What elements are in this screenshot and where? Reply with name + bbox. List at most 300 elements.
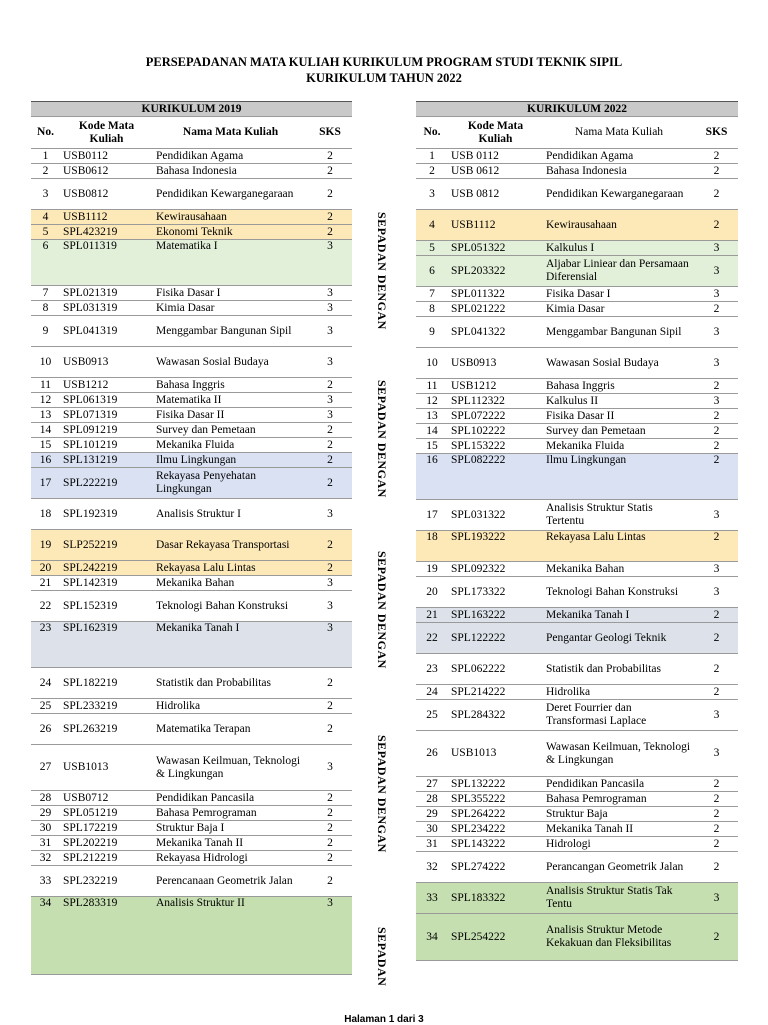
table-row <box>31 149 352 164</box>
cell-no: 1 <box>31 149 60 164</box>
cell-sks: 3 <box>695 348 738 379</box>
table-row <box>416 562 738 577</box>
cell-sks: 2 <box>308 821 352 836</box>
table-row <box>31 806 352 821</box>
col-kode-header: Kode Mata Kuliah <box>448 117 543 149</box>
cell-kode: SPL214222 <box>448 685 543 700</box>
curriculum-2019-table <box>31 101 352 975</box>
cell-kode: SPL153222 <box>448 439 543 454</box>
table-row <box>416 731 738 777</box>
cell-nama: Fisika Dasar II <box>153 408 308 423</box>
col-kode-header: Kode Mata Kuliah <box>60 117 153 149</box>
table-row <box>416 317 738 348</box>
table-row <box>416 792 738 807</box>
col-no-header: No. <box>416 117 448 149</box>
cell-sks: 2 <box>695 302 738 317</box>
cell-sks: 2 <box>308 699 352 714</box>
cell-nama: Menggambar Bangunan Sipil <box>153 316 308 347</box>
cell-no: 14 <box>31 423 60 438</box>
cell-nama: Pendidikan Agama <box>153 149 308 164</box>
table-row <box>31 530 352 561</box>
table-row <box>31 836 352 851</box>
cell-kode: SPL222219 <box>60 468 153 499</box>
cell-kode: USB0913 <box>60 347 153 378</box>
cell-no: 20 <box>31 561 60 576</box>
table-row <box>31 622 352 668</box>
table-row <box>416 394 738 409</box>
cell-no: 8 <box>416 302 448 317</box>
cell-nama: Mekanika Tanah I <box>153 622 308 668</box>
cell-kode: SPL021319 <box>60 286 153 301</box>
table-row <box>416 424 738 439</box>
cell-nama: Bahasa Pemrograman <box>543 792 695 807</box>
cell-kode: SPL202219 <box>60 836 153 851</box>
cell-no: 29 <box>416 807 448 822</box>
cell-nama: Pendidikan Agama <box>543 149 695 164</box>
cell-nama: Mekanika Bahan <box>153 576 308 591</box>
cell-sks: 2 <box>695 149 738 164</box>
cell-sks: 3 <box>695 562 738 577</box>
cell-nama: Ekonomi Teknik <box>153 225 308 240</box>
cell-no: 32 <box>416 852 448 883</box>
cell-kode: SPL062222 <box>448 654 543 685</box>
cell-kode: SPL173322 <box>448 577 543 608</box>
cell-kode: SPL234222 <box>448 822 543 837</box>
table-row <box>416 883 738 914</box>
table-row <box>31 851 352 866</box>
cell-sks: 3 <box>695 256 738 287</box>
cell-kode: SPL092322 <box>448 562 543 577</box>
cell-sks: 3 <box>308 408 352 423</box>
cell-no: 21 <box>416 608 448 623</box>
cell-no: 18 <box>416 531 448 562</box>
cell-nama: Dasar Rekayasa Transportasi <box>153 530 308 561</box>
cell-sks: 2 <box>308 453 352 468</box>
cell-no: 31 <box>31 836 60 851</box>
table-row <box>416 577 738 608</box>
cell-nama: Kalkulus II <box>543 394 695 409</box>
cell-no: 5 <box>31 225 60 240</box>
table-row <box>416 409 738 424</box>
table-row <box>416 777 738 792</box>
cell-sks: 3 <box>695 287 738 302</box>
table-row <box>31 225 352 240</box>
cell-no: 19 <box>416 562 448 577</box>
table-row <box>416 241 738 256</box>
cell-kode: SPL101219 <box>60 438 153 453</box>
cell-sks: 2 <box>695 777 738 792</box>
table-row <box>416 822 738 837</box>
cell-nama: Struktur Baja I <box>153 821 308 836</box>
cell-sks: 2 <box>695 792 738 807</box>
cell-kode: SPL182219 <box>60 668 153 699</box>
cell-no: 12 <box>31 393 60 408</box>
cell-kode: SPL072222 <box>448 409 543 424</box>
cell-sks: 2 <box>308 851 352 866</box>
cell-sks: 3 <box>308 316 352 347</box>
cell-sks: 3 <box>695 500 738 531</box>
cell-sks: 2 <box>308 668 352 699</box>
cell-kode: SPL192319 <box>60 499 153 530</box>
cell-sks: 3 <box>308 591 352 622</box>
cell-nama: Survey dan Pemetaan <box>543 424 695 439</box>
cell-sks: 2 <box>695 914 738 961</box>
cell-kode: SPL061319 <box>60 393 153 408</box>
table-row <box>31 821 352 836</box>
cell-kode: SPL274222 <box>448 852 543 883</box>
cell-nama: Mekanika Fluida <box>153 438 308 453</box>
cell-sks: 3 <box>695 577 738 608</box>
cell-kode: SPL112322 <box>448 394 543 409</box>
cell-no: 7 <box>31 286 60 301</box>
cell-sks: 3 <box>695 241 738 256</box>
cell-sks: 3 <box>308 499 352 530</box>
cell-nama: Teknologi Bahan Konstruksi <box>153 591 308 622</box>
cell-nama: Matematika II <box>153 393 308 408</box>
cell-kode: SPL162319 <box>60 622 153 668</box>
cell-kode: SPL233219 <box>60 699 153 714</box>
cell-kode: SPL011322 <box>448 287 543 302</box>
cell-kode: SPL102222 <box>448 424 543 439</box>
cell-kode: SPL071319 <box>60 408 153 423</box>
cell-kode: SPL031322 <box>448 500 543 531</box>
cell-kode: SPL163222 <box>448 608 543 623</box>
cell-sks: 2 <box>308 210 352 225</box>
table-row <box>31 408 352 423</box>
cell-sks: 3 <box>695 394 738 409</box>
table-row <box>31 791 352 806</box>
cell-no: 25 <box>31 699 60 714</box>
cell-sks: 2 <box>308 438 352 453</box>
cell-sks: 2 <box>308 225 352 240</box>
cell-sks: 2 <box>308 530 352 561</box>
cell-nama: Pendidikan Kewarganegaraan <box>543 179 695 210</box>
cell-no: 34 <box>416 914 448 961</box>
cell-nama: Menggambar Bangunan Sipil <box>543 317 695 348</box>
cell-kode: SPL122222 <box>448 623 543 654</box>
cell-sks: 2 <box>695 379 738 394</box>
cell-nama: Mekanika Tanah II <box>543 822 695 837</box>
cell-kode: SPL193222 <box>448 531 543 562</box>
cell-sks: 3 <box>308 393 352 408</box>
curriculum-2022-table <box>416 101 738 961</box>
cell-kode: SPL183322 <box>448 883 543 914</box>
cell-kode: SPL021222 <box>448 302 543 317</box>
col-sks-header: SKS <box>695 117 738 149</box>
cell-nama: Bahasa Pemrograman <box>153 806 308 821</box>
cell-no: 7 <box>416 287 448 302</box>
table-row <box>31 393 352 408</box>
cell-no: 25 <box>416 700 448 731</box>
table-row <box>31 591 352 622</box>
cell-nama: Kewirausahaan <box>543 210 695 241</box>
document-title-line1: PERSEPADANAN MATA KULIAH KURIKULUM PROGRAM STUDI TEKNIK SIPIL <box>145 55 623 69</box>
cell-nama: Rekayasa Lalu Lintas <box>543 531 695 562</box>
table-row <box>416 700 738 731</box>
col-nama-header: Nama Mata Kuliah <box>153 117 308 149</box>
table-row <box>416 348 738 379</box>
cell-sks: 2 <box>695 685 738 700</box>
connector-label-4: SEPADAN DENGAN <box>375 735 389 853</box>
cell-sks: 2 <box>308 149 352 164</box>
cell-nama: Pendidikan Kewarganegaraan <box>153 179 308 210</box>
cell-kode: SPL172219 <box>60 821 153 836</box>
cell-sks: 2 <box>695 807 738 822</box>
cell-nama: Kalkulus I <box>543 241 695 256</box>
cell-sks: 2 <box>695 837 738 852</box>
cell-sks: 2 <box>695 439 738 454</box>
cell-kode: USB0712 <box>60 791 153 806</box>
cell-nama: Kimia Dasar <box>543 302 695 317</box>
cell-kode: SPL283319 <box>60 897 153 975</box>
cell-sks: 2 <box>308 561 352 576</box>
cell-no: 23 <box>31 622 60 668</box>
cell-kode: USB0612 <box>60 164 153 179</box>
cell-no: 11 <box>416 379 448 394</box>
cell-no: 16 <box>31 453 60 468</box>
cell-kode: SPL152319 <box>60 591 153 622</box>
cell-no: 28 <box>416 792 448 807</box>
cell-kode: SPL242219 <box>60 561 153 576</box>
cell-kode: SPL041322 <box>448 317 543 348</box>
cell-no: 2 <box>31 164 60 179</box>
cell-sks: 3 <box>695 317 738 348</box>
cell-no: 27 <box>416 777 448 792</box>
cell-sks: 3 <box>308 897 352 975</box>
cell-kode: USB1013 <box>448 731 543 777</box>
table-row <box>31 423 352 438</box>
cell-kode: SLP252219 <box>60 530 153 561</box>
cell-kode: SPL284322 <box>448 700 543 731</box>
cell-nama: Analisis Struktur II <box>153 897 308 975</box>
table-row <box>416 210 738 241</box>
cell-no: 31 <box>416 837 448 852</box>
table-row <box>31 438 352 453</box>
connector-label-2: SEPADAN DENGAN <box>375 380 389 498</box>
cell-no: 4 <box>416 210 448 241</box>
cell-no: 13 <box>416 409 448 424</box>
cell-no: 26 <box>31 714 60 745</box>
cell-kode: SPL051219 <box>60 806 153 821</box>
cell-no: 19 <box>31 530 60 561</box>
cell-no: 17 <box>416 500 448 531</box>
cell-sks: 2 <box>695 623 738 654</box>
cell-sks: 2 <box>308 714 352 745</box>
cell-nama: Aljabar Liniear dan Persamaan Diferensial <box>543 256 695 287</box>
connector-label-3: SEPADAN DENGAN <box>375 551 389 669</box>
cell-nama: Wawasan Sosial Budaya <box>543 348 695 379</box>
cell-no: 15 <box>31 438 60 453</box>
cell-kode: USB 0112 <box>448 149 543 164</box>
cell-nama: Analisis Struktur Statis Tak Tentu <box>543 883 695 914</box>
cell-no: 5 <box>416 241 448 256</box>
cell-kode: USB0913 <box>448 348 543 379</box>
cell-no: 12 <box>416 394 448 409</box>
cell-sks: 2 <box>695 531 738 562</box>
cell-sks: 3 <box>308 240 352 286</box>
cell-no: 27 <box>31 745 60 791</box>
cell-no: 22 <box>416 623 448 654</box>
cell-kode: USB1112 <box>60 210 153 225</box>
cell-kode: SPL355222 <box>448 792 543 807</box>
table-row <box>31 561 352 576</box>
cell-nama: Wawasan Keilmuan, Teknologi & Lingkungan <box>153 745 308 791</box>
cell-kode: SPL011319 <box>60 240 153 286</box>
cell-nama: Pendidikan Pancasila <box>543 777 695 792</box>
cell-sks: 2 <box>308 866 352 897</box>
table-row <box>31 699 352 714</box>
cell-sks: 3 <box>308 286 352 301</box>
cell-kode: SPL091219 <box>60 423 153 438</box>
table-row <box>416 837 738 852</box>
cell-nama: Perancangan Geometrik Jalan <box>543 852 695 883</box>
cell-nama: Struktur Baja <box>543 807 695 822</box>
cell-no: 28 <box>31 791 60 806</box>
cell-kode: USB1013 <box>60 745 153 791</box>
table-row <box>31 286 352 301</box>
cell-nama: Ilmu Lingkungan <box>153 453 308 468</box>
table-row <box>31 866 352 897</box>
cell-kode: SPL264222 <box>448 807 543 822</box>
cell-nama: Teknologi Bahan Konstruksi <box>543 577 695 608</box>
table-row <box>416 179 738 210</box>
cell-no: 10 <box>416 348 448 379</box>
cell-sks: 2 <box>695 608 738 623</box>
table-row <box>416 164 738 179</box>
table-row <box>31 745 352 791</box>
cell-nama: Bahasa Inggris <box>543 379 695 394</box>
table-row <box>416 608 738 623</box>
cell-nama: Mekanika Fluida <box>543 439 695 454</box>
cell-no: 33 <box>31 866 60 897</box>
cell-no: 6 <box>416 256 448 287</box>
cell-nama: Wawasan Keilmuan, Teknologi & Lingkungan <box>543 731 695 777</box>
cell-no: 30 <box>416 822 448 837</box>
table-row <box>31 301 352 316</box>
table-row <box>31 164 352 179</box>
cell-kode: SPL423219 <box>60 225 153 240</box>
table-row <box>31 468 352 499</box>
cell-kode: SPL212219 <box>60 851 153 866</box>
cell-nama: Mekanika Bahan <box>543 562 695 577</box>
cell-nama: Matematika I <box>153 240 308 286</box>
table-row <box>31 316 352 347</box>
table-row <box>416 623 738 654</box>
cell-kode: SPL254222 <box>448 914 543 961</box>
cell-no: 6 <box>31 240 60 286</box>
cell-sks: 3 <box>308 347 352 378</box>
table-row <box>416 439 738 454</box>
cell-no: 33 <box>416 883 448 914</box>
cell-sks: 2 <box>308 791 352 806</box>
cell-kode: SPL041319 <box>60 316 153 347</box>
cell-no: 11 <box>31 378 60 393</box>
cell-nama: Hidrologi <box>543 837 695 852</box>
cell-nama: Survey dan Pemetaan <box>153 423 308 438</box>
cell-no: 15 <box>416 439 448 454</box>
cell-no: 3 <box>31 179 60 210</box>
cell-no: 17 <box>31 468 60 499</box>
cell-no: 24 <box>416 685 448 700</box>
cell-nama: Rekayasa Penyehatan Lingkungan <box>153 468 308 499</box>
cell-no: 32 <box>31 851 60 866</box>
cell-sks: 2 <box>308 164 352 179</box>
cell-nama: Statistik dan Probabilitas <box>543 654 695 685</box>
table-row <box>416 500 738 531</box>
cell-sks: 2 <box>308 806 352 821</box>
cell-kode: SPL131219 <box>60 453 153 468</box>
cell-kode: SPL082222 <box>448 454 543 500</box>
cell-no: 24 <box>31 668 60 699</box>
cell-nama: Ilmu Lingkungan <box>543 454 695 500</box>
cell-nama: Mekanika Tanah I <box>543 608 695 623</box>
cell-no: 21 <box>31 576 60 591</box>
col-sks-header: SKS <box>308 117 352 149</box>
cell-kode: SPL203322 <box>448 256 543 287</box>
cell-sks: 2 <box>308 179 352 210</box>
cell-nama: Perencanaan Geometrik Jalan <box>153 866 308 897</box>
cell-nama: Deret Fourrier dan Transformasi Laplace <box>543 700 695 731</box>
cell-nama: Mekanika Tanah II <box>153 836 308 851</box>
cell-sks: 2 <box>695 409 738 424</box>
cell-no: 26 <box>416 731 448 777</box>
cell-nama: Hidrolika <box>543 685 695 700</box>
table-row <box>416 914 738 961</box>
table-row <box>31 453 352 468</box>
cell-kode: SPL232219 <box>60 866 153 897</box>
document-title-line2: KURIKULUM TAHUN 2022 <box>306 71 462 85</box>
cell-sks: 3 <box>308 622 352 668</box>
table-row <box>31 668 352 699</box>
table-row <box>31 347 352 378</box>
table-row <box>416 149 738 164</box>
table-row <box>31 210 352 225</box>
table-row <box>31 576 352 591</box>
col-nama-header: Nama Mata Kuliah <box>543 117 695 149</box>
cell-nama: Bahasa Indonesia <box>153 164 308 179</box>
cell-sks: 2 <box>695 424 738 439</box>
cell-nama: Rekayasa Lalu Lintas <box>153 561 308 576</box>
cell-kode: SPL143222 <box>448 837 543 852</box>
table-row <box>31 897 352 975</box>
cell-nama: Bahasa Inggris <box>153 378 308 393</box>
cell-sks: 2 <box>695 654 738 685</box>
cell-nama: Kewirausahaan <box>153 210 308 225</box>
cell-no: 13 <box>31 408 60 423</box>
cell-no: 9 <box>416 317 448 348</box>
cell-no: 16 <box>416 454 448 500</box>
cell-kode: USB1212 <box>448 379 543 394</box>
cell-nama: Matematika Terapan <box>153 714 308 745</box>
cell-nama: Wawasan Sosial Budaya <box>153 347 308 378</box>
cell-nama: Rekayasa Hidrologi <box>153 851 308 866</box>
cell-nama: Pengantar Geologi Teknik <box>543 623 695 654</box>
table-row <box>416 454 738 500</box>
cell-sks: 2 <box>308 423 352 438</box>
cell-no: 2 <box>416 164 448 179</box>
cell-no: 22 <box>31 591 60 622</box>
cell-sks: 2 <box>695 179 738 210</box>
cell-no: 14 <box>416 424 448 439</box>
cell-nama: Analisis Struktur I <box>153 499 308 530</box>
cell-nama: Hidrolika <box>153 699 308 714</box>
cell-no: 3 <box>416 179 448 210</box>
table-row <box>31 179 352 210</box>
cell-kode: SPL051322 <box>448 241 543 256</box>
cell-kode: SPL263219 <box>60 714 153 745</box>
cell-no: 4 <box>31 210 60 225</box>
cell-no: 29 <box>31 806 60 821</box>
